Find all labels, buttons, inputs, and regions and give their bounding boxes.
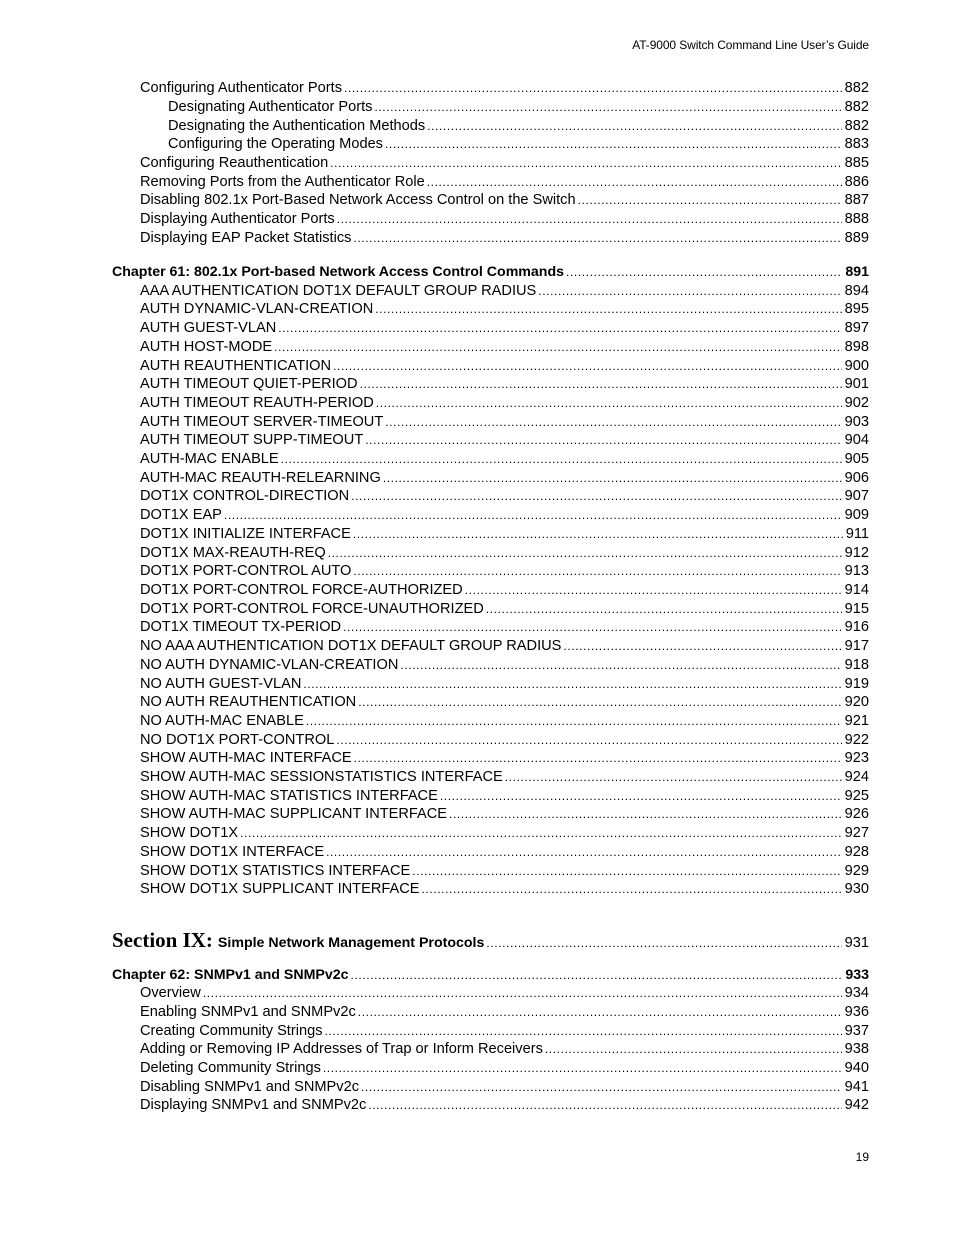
toc-page-number: 888 bbox=[844, 211, 869, 227]
toc-page-number: 897 bbox=[844, 320, 869, 336]
toc-entry[interactable] bbox=[140, 730, 869, 750]
toc-entry-label: SHOW AUTH-MAC SUPPLICANT INTERFACE bbox=[140, 806, 448, 822]
toc-entry-label: DOT1X TIMEOUT TX-PERIOD bbox=[140, 619, 342, 635]
toc-entry-label: Enabling SNMPv1 and SNMPv2c bbox=[140, 1004, 356, 1020]
toc-entry[interactable] bbox=[140, 449, 869, 469]
toc-page-number: 903 bbox=[844, 414, 869, 430]
toc-page-number: 913 bbox=[844, 563, 869, 579]
toc-page-number: 925 bbox=[844, 788, 869, 804]
toc-entry-label: SHOW DOT1X bbox=[140, 825, 239, 841]
toc-entry[interactable] bbox=[140, 281, 869, 301]
toc-entry-label: DOT1X CONTROL-DIRECTION bbox=[140, 488, 350, 504]
toc-page-number: 911 bbox=[845, 526, 869, 542]
dot-leader bbox=[545, 1039, 842, 1059]
toc-entry[interactable] bbox=[140, 1058, 869, 1078]
toc-entry[interactable] bbox=[140, 786, 869, 806]
toc-entry-label: Overview bbox=[140, 985, 201, 1001]
toc-entry-label: Creating Community Strings bbox=[140, 1023, 323, 1039]
toc-entry[interactable] bbox=[140, 299, 869, 319]
toc-page-number: 887 bbox=[844, 192, 869, 208]
toc-page-number: 904 bbox=[844, 432, 869, 448]
toc-entry-label: AUTH-MAC ENABLE bbox=[140, 451, 279, 467]
toc-entry-label: SHOW AUTH-MAC STATISTICS INTERFACE bbox=[140, 788, 438, 804]
toc-entry[interactable] bbox=[140, 412, 869, 432]
dot-leader bbox=[351, 486, 841, 506]
toc-page-number: 907 bbox=[844, 488, 869, 504]
toc-entry-label: AAA AUTHENTICATION DOT1X DEFAULT GROUP RADIUS bbox=[140, 283, 537, 299]
toc-entry-label: AUTH GUEST-VLAN bbox=[140, 320, 277, 336]
toc-page-number: 909 bbox=[844, 507, 869, 523]
dot-leader bbox=[353, 228, 841, 248]
toc-page-number: 900 bbox=[844, 358, 869, 374]
toc-page-number: 906 bbox=[844, 470, 869, 486]
dot-leader bbox=[336, 730, 841, 750]
toc-entry-label: AUTH TIMEOUT REAUTH-PERIOD bbox=[140, 395, 374, 411]
dot-leader bbox=[368, 1095, 841, 1115]
toc-entry[interactable] bbox=[140, 599, 869, 619]
dot-leader bbox=[486, 599, 842, 619]
toc-entry[interactable] bbox=[140, 636, 869, 656]
dot-leader bbox=[578, 190, 842, 210]
toc-entry-label: AUTH HOST-MODE bbox=[140, 339, 273, 355]
section-title: Simple Network Management Protocols bbox=[217, 935, 485, 951]
dot-leader bbox=[566, 262, 842, 282]
toc-page-number: 933 bbox=[845, 967, 869, 983]
toc-entry-label: Displaying Authenticator Ports bbox=[140, 211, 335, 227]
dot-leader bbox=[365, 430, 841, 450]
toc-page-number: 919 bbox=[844, 676, 869, 692]
dot-leader bbox=[353, 561, 841, 581]
toc-page-number: 930 bbox=[844, 881, 869, 897]
toc-page-number: 905 bbox=[844, 451, 869, 467]
toc-page-number: 901 bbox=[844, 376, 869, 392]
page-number: 19 bbox=[855, 1150, 869, 1164]
toc-page-number: 926 bbox=[844, 806, 869, 822]
toc-entry-label: NO DOT1X PORT-CONTROL bbox=[140, 732, 335, 748]
toc-entry[interactable] bbox=[168, 116, 869, 136]
toc-entry-label: Designating Authenticator Ports bbox=[168, 99, 373, 115]
dot-leader bbox=[538, 281, 841, 301]
dot-leader bbox=[361, 1077, 842, 1097]
dot-leader bbox=[343, 617, 842, 637]
dot-leader bbox=[375, 299, 841, 319]
toc-entry[interactable] bbox=[140, 153, 869, 173]
toc-entry[interactable] bbox=[140, 804, 869, 824]
toc-chapter-entry[interactable] bbox=[112, 965, 869, 985]
toc-page-number: 924 bbox=[844, 769, 869, 785]
toc-entry[interactable] bbox=[140, 1021, 869, 1041]
toc-entry[interactable] bbox=[140, 374, 869, 394]
toc-entry-label bbox=[112, 930, 484, 953]
dot-leader bbox=[374, 97, 841, 117]
toc-page-number: 917 bbox=[844, 638, 869, 654]
dot-leader bbox=[325, 1021, 842, 1041]
dot-leader bbox=[337, 209, 842, 229]
toc-entry-label: Deleting Community Strings bbox=[140, 1060, 321, 1076]
dot-leader bbox=[427, 116, 841, 136]
toc-entry[interactable] bbox=[140, 879, 869, 899]
toc-entry-label: AUTH TIMEOUT QUIET-PERIOD bbox=[140, 376, 358, 392]
toc-page-number: 916 bbox=[844, 619, 869, 635]
toc-entry[interactable] bbox=[140, 524, 869, 544]
dot-leader bbox=[354, 748, 842, 768]
dot-leader bbox=[303, 674, 841, 694]
dot-leader bbox=[385, 412, 841, 432]
dot-leader bbox=[333, 356, 842, 376]
toc-entry[interactable] bbox=[140, 190, 869, 210]
toc-entry-label: AUTH TIMEOUT SERVER-TIMEOUT bbox=[140, 414, 384, 430]
toc-page-number: 898 bbox=[844, 339, 869, 355]
dot-leader bbox=[412, 861, 841, 881]
toc-entry[interactable] bbox=[140, 209, 869, 229]
dot-leader bbox=[330, 153, 841, 173]
dot-leader bbox=[358, 1002, 842, 1022]
toc-entry-label: SHOW AUTH-MAC INTERFACE bbox=[140, 750, 352, 766]
toc-entry-label: DOT1X PORT-CONTROL FORCE-AUTHORIZED bbox=[140, 582, 463, 598]
dot-leader bbox=[385, 134, 842, 154]
dot-leader bbox=[440, 786, 842, 806]
toc-entry[interactable] bbox=[140, 983, 869, 1003]
toc-entry-label: DOT1X PORT-CONTROL AUTO bbox=[140, 563, 352, 579]
toc-page-number: 882 bbox=[844, 118, 869, 134]
toc-entry[interactable] bbox=[168, 97, 869, 117]
toc-page-number: 885 bbox=[844, 155, 869, 171]
toc-page-number: 934 bbox=[844, 985, 869, 1001]
toc-page-number: 942 bbox=[844, 1097, 869, 1113]
dot-leader bbox=[274, 337, 841, 357]
toc-chapter-entry[interactable] bbox=[112, 262, 869, 282]
toc-page-number: 882 bbox=[844, 80, 869, 96]
toc-entry[interactable] bbox=[140, 393, 869, 413]
toc-page-number: 922 bbox=[844, 732, 869, 748]
toc-entry-label: SHOW DOT1X INTERFACE bbox=[140, 844, 325, 860]
toc-entry[interactable] bbox=[140, 561, 869, 581]
toc-entry[interactable] bbox=[140, 767, 869, 787]
toc-page-number: 938 bbox=[844, 1041, 869, 1057]
toc-entry-label: Displaying SNMPv1 and SNMPv2c bbox=[140, 1097, 367, 1113]
toc-page-number: 936 bbox=[844, 1004, 869, 1020]
toc-page-number: 923 bbox=[844, 750, 869, 766]
dot-leader bbox=[486, 933, 841, 953]
toc-entry[interactable] bbox=[140, 356, 869, 376]
toc-entry[interactable] bbox=[140, 580, 869, 600]
toc-page-number: 937 bbox=[844, 1023, 869, 1039]
toc-page-number: 914 bbox=[844, 582, 869, 598]
toc-entry-label: AUTH DYNAMIC-VLAN-CREATION bbox=[140, 301, 374, 317]
toc-entry[interactable] bbox=[168, 134, 869, 154]
toc-entry-label: Designating the Authentication Methods bbox=[168, 118, 426, 134]
dot-leader bbox=[326, 842, 842, 862]
toc-page-number: 927 bbox=[844, 825, 869, 841]
toc-entry-label: DOT1X MAX-REAUTH-REQ bbox=[140, 545, 326, 561]
dot-leader bbox=[351, 965, 843, 985]
toc-page-number: 915 bbox=[844, 601, 869, 617]
dot-leader bbox=[465, 580, 842, 600]
toc-entry[interactable] bbox=[140, 505, 869, 525]
toc-entry-label: Configuring Authenticator Ports bbox=[140, 80, 342, 96]
toc-page-number: 940 bbox=[844, 1060, 869, 1076]
dot-leader bbox=[306, 711, 842, 731]
dot-leader bbox=[203, 983, 842, 1003]
toc-entry-label: DOT1X EAP bbox=[140, 507, 222, 523]
section-prefix: Section IX: bbox=[112, 928, 213, 952]
toc-entry[interactable] bbox=[140, 337, 869, 357]
toc-entry-label: NO AUTH REAUTHENTICATION bbox=[140, 694, 357, 710]
dot-leader bbox=[281, 449, 842, 469]
toc-entry[interactable] bbox=[140, 748, 869, 768]
toc-entry-label: Chapter 61: 802.1x Port-based Network Access Control Commands bbox=[112, 264, 565, 280]
toc-page-number: 895 bbox=[844, 301, 869, 317]
toc-entry-label: NO AUTH GUEST-VLAN bbox=[140, 676, 302, 692]
toc-entry-label: Configuring the Operating Modes bbox=[168, 136, 383, 152]
toc-page-number: 921 bbox=[844, 713, 869, 729]
toc-entry[interactable] bbox=[140, 842, 869, 862]
toc-entry[interactable] bbox=[140, 1077, 869, 1097]
dot-leader bbox=[427, 172, 842, 192]
toc-entry[interactable] bbox=[140, 823, 869, 843]
toc-entry[interactable] bbox=[140, 1095, 869, 1115]
dot-leader bbox=[449, 804, 842, 824]
toc-entry[interactable] bbox=[140, 78, 869, 98]
toc-entry[interactable] bbox=[140, 692, 869, 712]
dot-leader bbox=[563, 636, 841, 656]
toc-entry-label: NO AUTH DYNAMIC-VLAN-CREATION bbox=[140, 657, 399, 673]
toc-entry-label: NO AUTH-MAC ENABLE bbox=[140, 713, 304, 729]
toc-entry-label: Configuring Reauthentication bbox=[140, 155, 329, 171]
toc-entry-label: AUTH REAUTHENTICATION bbox=[140, 358, 332, 374]
toc-entry[interactable] bbox=[140, 468, 869, 488]
toc-entry-label: AUTH TIMEOUT SUPP-TIMEOUT bbox=[140, 432, 364, 448]
toc-entry-label: Disabling 802.1x Port-Based Network Access Control on the Switch bbox=[140, 192, 576, 208]
toc-entry[interactable] bbox=[140, 228, 869, 248]
toc-page-number: 891 bbox=[845, 264, 869, 280]
toc-page-number: 920 bbox=[844, 694, 869, 710]
dot-leader bbox=[240, 823, 842, 843]
toc-entry[interactable] bbox=[140, 617, 869, 637]
toc-entry[interactable] bbox=[140, 861, 869, 881]
toc-page-number: 931 bbox=[844, 935, 869, 951]
toc-entry-label: Displaying EAP Packet Statistics bbox=[140, 230, 352, 246]
toc-entry[interactable] bbox=[140, 172, 869, 192]
toc-page-number: 928 bbox=[844, 844, 869, 860]
running-header: AT-9000 Switch Command Line User’s Guide bbox=[632, 38, 869, 52]
dot-leader bbox=[360, 374, 842, 394]
toc-entry-label: NO AAA AUTHENTICATION DOT1X DEFAULT GROUP RADIUS bbox=[140, 638, 562, 654]
toc-entry-label: Disabling SNMPv1 and SNMPv2c bbox=[140, 1079, 359, 1095]
toc-section-entry[interactable] bbox=[112, 930, 869, 952]
dot-leader bbox=[224, 505, 842, 525]
toc-entry-label: Adding or Removing IP Addresses of Trap or Inform Receivers bbox=[140, 1041, 543, 1057]
dot-leader bbox=[323, 1058, 842, 1078]
dot-leader bbox=[344, 78, 842, 98]
toc-entry-label: SHOW DOT1X STATISTICS INTERFACE bbox=[140, 863, 411, 879]
toc-page-number: 889 bbox=[844, 230, 869, 246]
toc-page-number: 886 bbox=[844, 174, 869, 190]
dot-leader bbox=[400, 655, 841, 675]
toc-entry[interactable] bbox=[140, 430, 869, 450]
toc-entry-label: SHOW AUTH-MAC SESSIONSTATISTICS INTERFACE bbox=[140, 769, 503, 785]
toc-entry[interactable] bbox=[140, 711, 869, 731]
toc-entry-label: DOT1X PORT-CONTROL FORCE-UNAUTHORIZED bbox=[140, 601, 484, 617]
toc-entry[interactable] bbox=[140, 1002, 869, 1022]
toc-page-number: 941 bbox=[844, 1079, 869, 1095]
toc-entry-label: Chapter 62: SNMPv1 and SNMPv2c bbox=[112, 967, 349, 983]
toc-entry-label: Removing Ports from the Authenticator Role bbox=[140, 174, 425, 190]
dot-leader bbox=[328, 543, 842, 563]
toc-entry-label: DOT1X INITIALIZE INTERFACE bbox=[140, 526, 351, 542]
dot-leader bbox=[505, 767, 842, 787]
toc-entry[interactable] bbox=[140, 1039, 869, 1059]
toc-entry[interactable] bbox=[140, 543, 869, 563]
toc-entry[interactable] bbox=[140, 674, 869, 694]
dot-leader bbox=[422, 879, 842, 899]
toc-page-number: 882 bbox=[844, 99, 869, 115]
toc-entry[interactable] bbox=[140, 486, 869, 506]
toc-page-number: 902 bbox=[844, 395, 869, 411]
toc-page-number: 912 bbox=[844, 545, 869, 561]
dot-leader bbox=[358, 692, 841, 712]
toc-entry[interactable] bbox=[140, 318, 869, 338]
toc-entry-label: SHOW DOT1X SUPPLICANT INTERFACE bbox=[140, 881, 420, 897]
dot-leader bbox=[278, 318, 841, 338]
toc-page-number: 883 bbox=[844, 136, 869, 152]
toc-page-number: 894 bbox=[844, 283, 869, 299]
dot-leader bbox=[353, 524, 843, 544]
toc-entry-label: AUTH-MAC REAUTH-RELEARNING bbox=[140, 470, 381, 486]
toc-page-number: 918 bbox=[844, 657, 869, 673]
dot-leader bbox=[376, 393, 842, 413]
toc-page-number: 929 bbox=[844, 863, 869, 879]
toc-entry[interactable] bbox=[140, 655, 869, 675]
dot-leader bbox=[383, 468, 842, 488]
